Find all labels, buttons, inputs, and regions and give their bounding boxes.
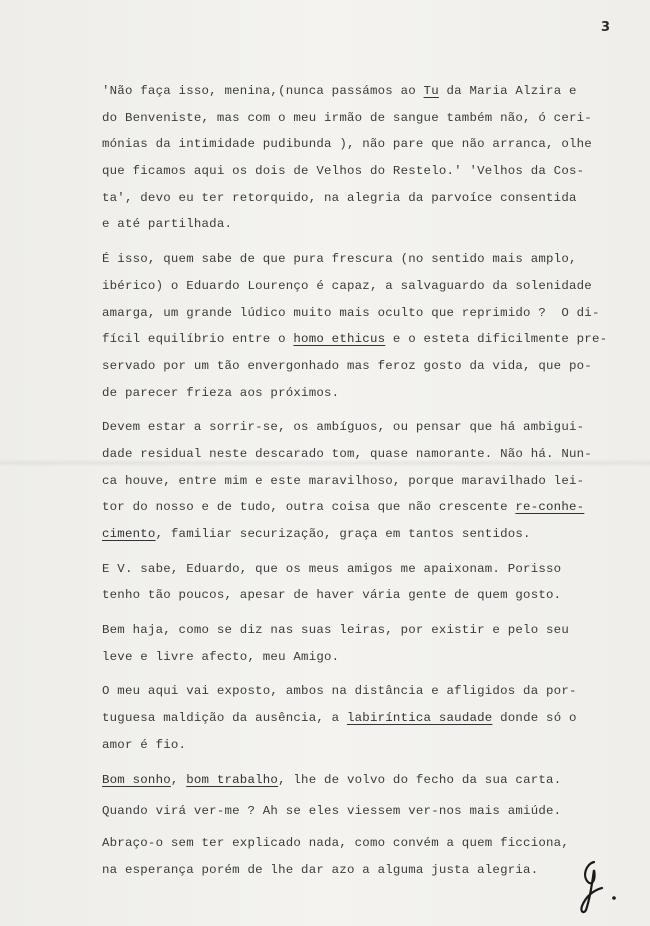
text-segment: leve e livre afecto, meu Amigo. (102, 649, 340, 664)
text-segment: Devem estar a sorrir-se, os ambíguos, ou pensar que há ambigui- (102, 420, 585, 435)
text-line (102, 798, 622, 825)
text-segment: mónias da intimidade pudibunda ), não pare que não arranca, olhe (102, 137, 592, 152)
text-line (102, 705, 622, 732)
text-segment: donde só o (492, 711, 577, 726)
text-line (102, 494, 622, 521)
text-segment: que ficamos aqui os dois de Velhos do Restelo.' 'Velhos da Cos- (102, 164, 585, 179)
text-line (102, 78, 622, 105)
text-segment: dade residual neste descarado tom, quase namorante. Não há. Nun- (102, 446, 592, 461)
letter-body (102, 78, 622, 883)
text-segment: fícil equilíbrio entre o (102, 332, 294, 347)
paragraph (102, 767, 622, 794)
text-segment: tor do nosso e de tudo, outra coisa que não crescente (102, 500, 516, 515)
underlined-text: bom trabalho (186, 772, 279, 787)
paragraph (102, 78, 622, 238)
text-segment: Bem haja, como se diz nas suas leiras, por existir e pelo seu (102, 623, 569, 638)
underlined-text: homo ethicus (293, 332, 386, 347)
paragraph-gap (102, 406, 622, 414)
text-line (102, 857, 622, 884)
text-segment: Abraço-o sem ter explicado nada, como convém a quem ficciona, (102, 835, 569, 850)
text-segment: e o esteta dificilmente pre- (385, 332, 608, 347)
paragraph (102, 798, 622, 825)
text-line (102, 556, 622, 583)
underlined-text: re-conhe- (515, 500, 585, 515)
text-segment: 'Não faça isso, menina,(nunca passámos ao (102, 84, 424, 98)
text-segment: ibérico) o Eduardo Lourenço é capaz, a salvaguardo da solenidade (102, 278, 592, 293)
text-segment: do Benveniste, mas com o meu irmão de sangue também não, ó ceri- (102, 110, 592, 125)
text-segment: O meu aqui vai exposto, ambos na distância e afligidos da por- (102, 684, 577, 699)
text-segment: de parecer frieza aos próximos. (102, 385, 340, 400)
text-line (102, 326, 622, 353)
text-line (102, 441, 622, 468)
text-line (102, 273, 622, 300)
text-segment: servado por um tão envergonhado mas feroz gosto da vida, que po- (102, 358, 592, 373)
text-line (102, 678, 622, 705)
text-segment: , (170, 772, 187, 787)
paragraph (102, 678, 622, 758)
text-line (102, 468, 622, 495)
paragraph-gap (102, 759, 622, 767)
text-line (102, 830, 622, 857)
text-segment: da Maria Alzira e (438, 84, 577, 98)
text-segment: Quando virá ver-me ? Ah se eles viessem ver-nos mais amiúde. (102, 804, 562, 819)
text-segment: ta', devo eu ter retorquido, na alegria da parvoíce consentida (102, 190, 577, 205)
text-segment: tenho tão poucos, apesar de haver vária gente de quem gosto. (102, 588, 562, 603)
paragraph (102, 556, 622, 609)
text-line (102, 617, 622, 644)
paragraph-gap (102, 670, 622, 678)
text-line (102, 521, 622, 548)
text-line (102, 158, 622, 185)
paragraph (102, 414, 622, 547)
text-line (102, 246, 622, 273)
text-segment: E V. sabe, Eduardo, que os meus amigos me apaixonam. Porisso (102, 561, 562, 576)
text-line (102, 131, 622, 158)
paragraph-gap (102, 238, 622, 246)
text-line (102, 185, 622, 212)
text-segment: na esperança porém de lhe dar azo a alguma justa alegria. (102, 862, 539, 877)
text-segment: , familiar securização, graça em tantos sentidos. (155, 527, 531, 541)
text-line (102, 300, 622, 327)
text-line (102, 105, 622, 132)
underlined-text: Bom sonho (102, 772, 171, 787)
paragraph-gap (102, 609, 622, 617)
text-line (102, 414, 622, 441)
text-segment: amor é fio. (102, 737, 187, 752)
text-segment: tuguesa maldição da ausência, a (102, 711, 347, 726)
paragraph (102, 246, 622, 406)
text-line (102, 211, 622, 238)
text-line (102, 380, 622, 407)
underlined-text: cimento (102, 527, 156, 541)
text-segment: É isso, quem sabe de que pura frescura (no sentido mais amplo, (102, 252, 577, 267)
text-line (102, 732, 622, 759)
paragraph (102, 830, 622, 883)
text-segment: , lhe de volvo do fecho da sua carta. (278, 772, 562, 787)
text-segment: amarga, um grande lúdico muito mais oculto que reprimido ? O di- (102, 305, 600, 320)
underlined-text: labiríntica saudade (346, 711, 493, 726)
paragraph-gap (102, 548, 622, 556)
text-line (102, 353, 622, 380)
text-segment: e até partilhada. (102, 217, 233, 232)
text-line (102, 644, 622, 671)
text-segment: ca houve, entre mim e este maravilhoso, porque maravilhado lei- (102, 473, 585, 488)
paragraph (102, 617, 622, 670)
page-number: 3 (601, 20, 611, 35)
text-line (102, 582, 622, 609)
text-line (102, 767, 622, 794)
handwritten-signature (572, 856, 622, 916)
underlined-text: Tu (423, 84, 439, 98)
